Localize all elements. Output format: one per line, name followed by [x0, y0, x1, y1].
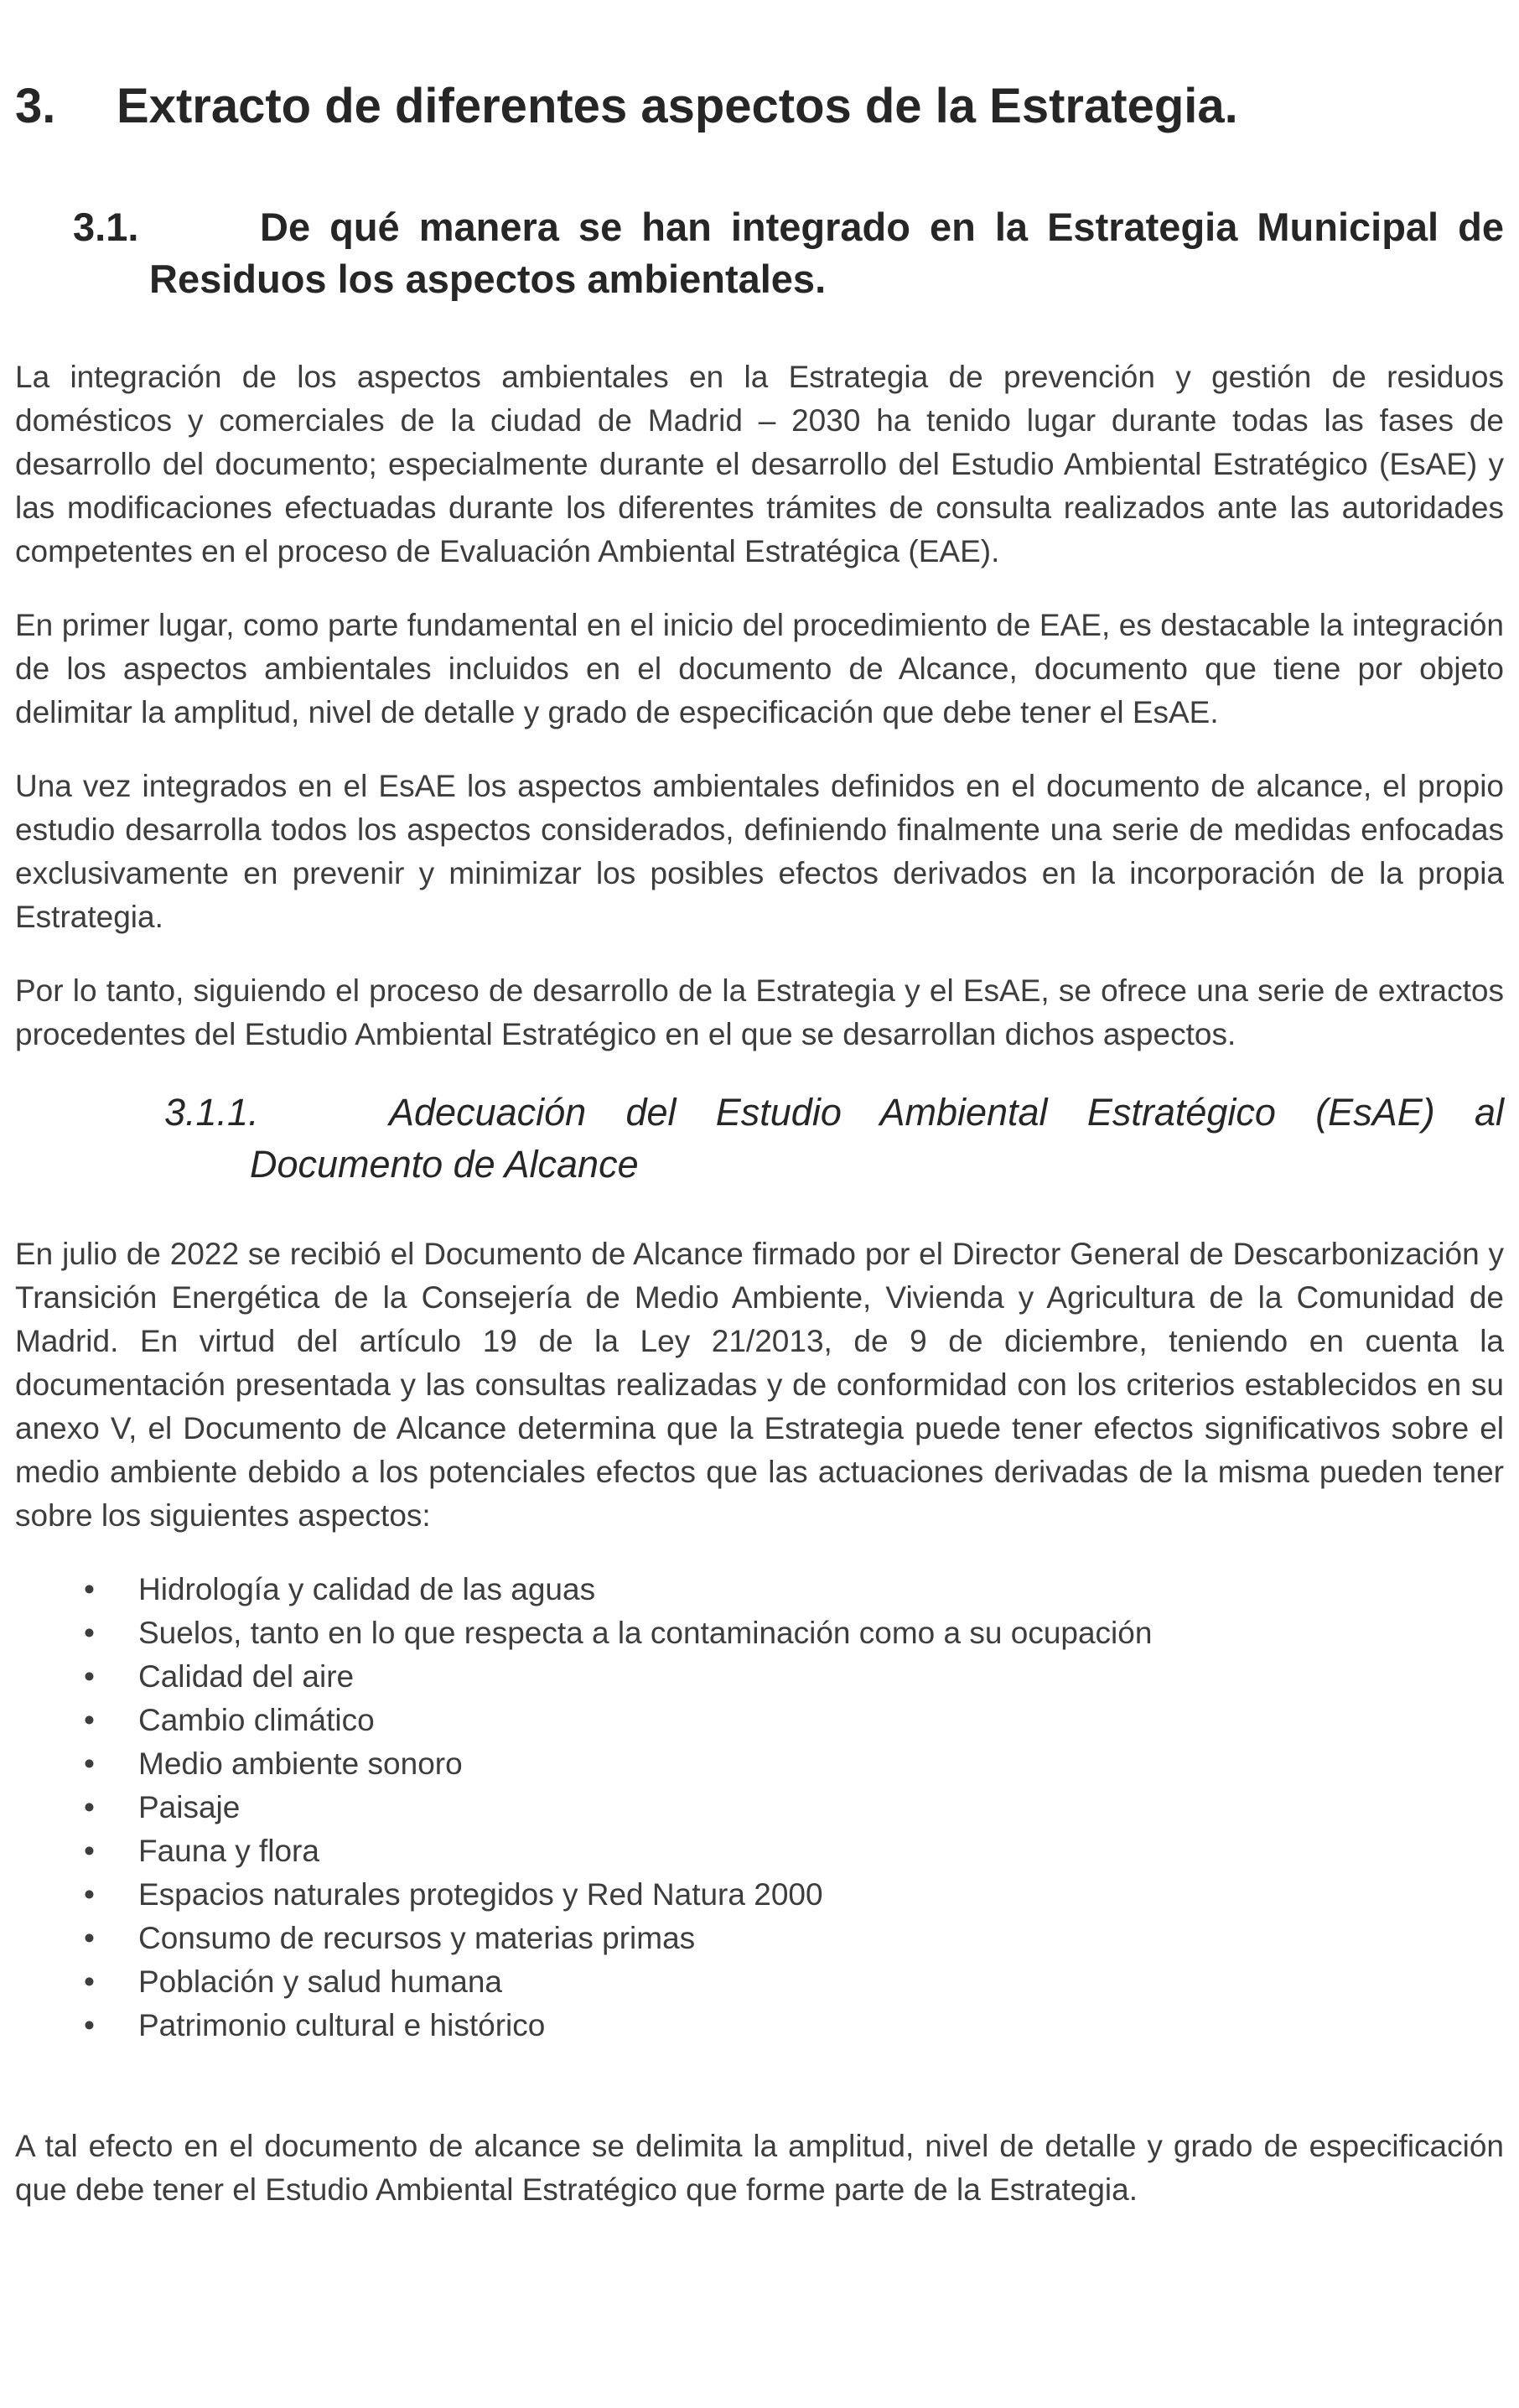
list-item — [15, 1829, 1504, 1873]
list-item-text: Fauna y flora — [138, 1834, 319, 1868]
list-item — [15, 1873, 1504, 1917]
paragraph-extracts: Por lo tanto, siguiendo el proceso de desarrollo de la Estrategia y el EsAE, se ofrece una serie de extractos procedentes del Estudio Ambiental Estratégico en el que se desarrollan dichos aspectos. — [15, 973, 1504, 1051]
list-item — [15, 2004, 1504, 2047]
list-item — [15, 1960, 1504, 2004]
bullet-icon: • — [84, 2008, 95, 2042]
paragraph-esae-measures: Una vez integrados en el EsAE los aspectos ambientales definidos en el documento de alcance, el propio estudio desarrolla todos los aspectos considerados, definiendo finalmente una serie de medidas enfocadas exclusivamente en prevenir y minimizar los posibles efectos derivados en la incorporación de la propia Estrategia. — [15, 769, 1504, 934]
list-item — [15, 1699, 1504, 1742]
paragraph-eae-procedure: En primer lugar, como parte fundamental en el inicio del procedimiento de EAE, es destacable la integración de los aspectos ambientales incluidos en el documento de Alcance, documento que tiene por objeto delimitar la amplitud, nivel de detalle y grado de especificación que debe tener el EsAE. — [15, 608, 1504, 729]
list-item-text: Hidrología y calidad de las aguas — [138, 1572, 596, 1606]
list-item-text: Paisaje — [138, 1790, 241, 1824]
bullet-icon: • — [84, 1659, 95, 1694]
subsection-heading — [73, 201, 1504, 305]
section-number: 3. — [15, 79, 56, 133]
bullet-icon: • — [84, 1703, 95, 1737]
list-item-text: Patrimonio cultural e histórico — [138, 2008, 546, 2042]
bullet-icon: • — [84, 1572, 95, 1606]
list-item — [15, 1742, 1504, 1786]
list-item — [15, 1655, 1504, 1699]
list-item-text: Población y salud humana — [138, 1964, 503, 1999]
list-item-text: Calidad del aire — [138, 1659, 355, 1694]
subsubsection-title: Adecuación del Estudio Ambiental Estratégico (EsAE) al Documento de Alcance — [250, 1091, 1504, 1186]
list-item-text: Suelos, tanto en lo que respecta a la contaminación como a su ocupación — [138, 1616, 1153, 1650]
bullet-icon: • — [84, 1834, 95, 1868]
list-item-text: Cambio climático — [138, 1703, 375, 1737]
list-item — [15, 1568, 1504, 1611]
paragraph-alcance: En julio de 2022 se recibió el Documento de Alcance firmado por el Director General de Descarbonización y Transición Energética de la Consejería de Medio Ambiente, Vivienda y Agricultura de la Comunidad de Madrid. En virtud del artículo 19 de la Ley 21/2013, de 9 de diciembre, teniendo en cuenta la documentación presentada y las consultas realizadas y de conformidad con los criterios establecidos en su anexo V, el Documento de Alcance determina que la Estrategia puede tener efectos significativos sobre el medio ambiente debido a los potenciales efectos que las actuaciones derivadas de la misma pueden tener sobre los siguientes aspectos: — [15, 1237, 1504, 1533]
list-item — [15, 1917, 1504, 1960]
bullet-icon: • — [84, 1877, 95, 1912]
list-item — [15, 1611, 1504, 1655]
paragraph-closing: A tal efecto en el documento de alcance se delimita la amplitud, nivel de detalle y grado de especificación que debe tener el Estudio Ambiental Estratégico que forme parte de la Estrategia. — [15, 2129, 1504, 2207]
subsection-title: De qué manera se han integrado en la Estrategia Municipal de Residuos los aspectos ambientales. — [149, 205, 1504, 301]
paragraph-integration: La integración de los aspectos ambientales en la Estrategia de prevención y gestión de residuos domésticos y comerciales de la ciudad de Madrid – 2030 ha tenido lugar durante todas las fases de desarrollo del documento; especialmente durante el desarrollo del Estudio Ambiental Estratégico (EsAE) y las modificaciones efectuadas durante los diferentes trámites de consulta realizados ante las autoridades competentes en el proceso de Evaluación Ambiental Estratégica (EAE). — [15, 360, 1504, 568]
bullet-icon: • — [84, 1790, 95, 1824]
subsubsection-heading — [164, 1087, 1504, 1191]
list-item-text: Espacios naturales protegidos y Red Natura 2000 — [138, 1877, 823, 1912]
bullet-icon: • — [84, 1746, 95, 1781]
list-item-text: Consumo de recursos y materias primas — [138, 1921, 696, 1955]
list-item-text: Medio ambiente sonoro — [138, 1746, 463, 1781]
list-item — [15, 1786, 1504, 1829]
bullet-icon: • — [84, 1921, 95, 1955]
environmental-aspects-list — [15, 1568, 1504, 2047]
section-title: Extracto de diferentes aspectos de la Estrategia. — [117, 79, 1238, 133]
subsection-number: 3.1. — [73, 205, 139, 249]
subsubsection-number: 3.1.1. — [164, 1091, 259, 1134]
bullet-icon: • — [84, 1964, 95, 1999]
bullet-icon: • — [84, 1616, 95, 1650]
section-heading — [15, 77, 1504, 136]
